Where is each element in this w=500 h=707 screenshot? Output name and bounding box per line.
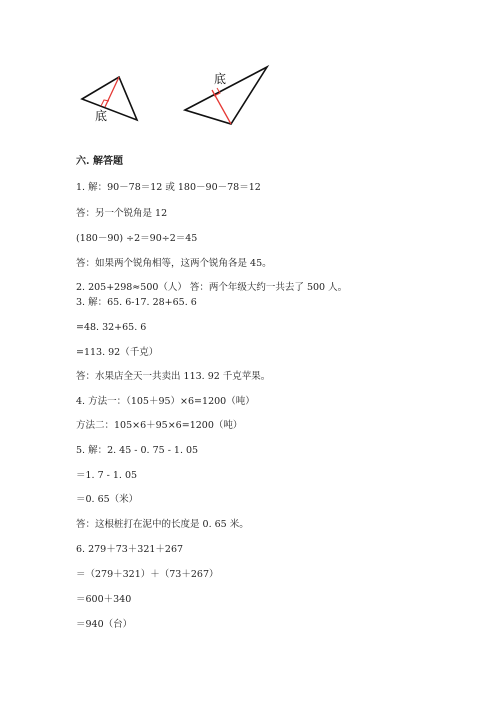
answer-line-7: =48. 32+65. 6 [76, 322, 147, 333]
answer-line-19: ＝940（台） [76, 619, 133, 630]
answer-line-15: 答：这根桩打在泥中的长度是 0. 65 米。 [76, 519, 249, 530]
left-right-angle-mark [101, 100, 109, 106]
answer-line-3: (180－90) ÷2＝90÷2＝45 [76, 233, 198, 244]
answer-line-6: 3. 解：65. 6-17. 28+65. 6 [76, 297, 197, 308]
answer-line-14: ＝0. 65（米） [76, 494, 139, 505]
answer-line-12: 5. 解：2. 45 - 0. 75 - 1. 05 [76, 445, 199, 456]
left-triangle [82, 77, 137, 123]
answer-line-2: 答：另一个锐角是 12 [76, 208, 168, 219]
answer-line-8: =113. 92（千克） [76, 347, 159, 358]
answer-line-13: ＝1. 7 - 1. 05 [76, 470, 138, 481]
answer-line-18: ＝600＋340 [76, 594, 132, 605]
answer-line-1: 1. 解：90－78＝12 或 180－90－78＝12 [76, 182, 261, 193]
answer-line-17: ＝（279＋321）＋（73＋267） [76, 569, 219, 580]
answer-line-5: 2. 205+298≈500（人） 答：两个年级大约一共去了 500 人。 [76, 282, 348, 293]
answer-line-11: 方法二：105×6＋95×6=1200（吨） [76, 420, 243, 431]
answer-line-4: 答：如果两个锐角相等，这两个锐角各是 45。 [76, 258, 272, 269]
answer-line-10: 4. 方法一：（105＋95）×6=1200（吨） [76, 396, 255, 407]
right-base-label: 底 [214, 72, 227, 86]
answer-line-9: 答：水果店全天一共卖出 113. 92 千克苹果。 [76, 371, 271, 382]
triangle-figures [0, 0, 500, 140]
section-title: 六. 解答题 [76, 156, 123, 167]
right-triangle [185, 67, 267, 124]
answer-line-16: 6. 279＋73＋321＋267 [76, 544, 184, 555]
left-base-label: 底 [95, 109, 108, 123]
